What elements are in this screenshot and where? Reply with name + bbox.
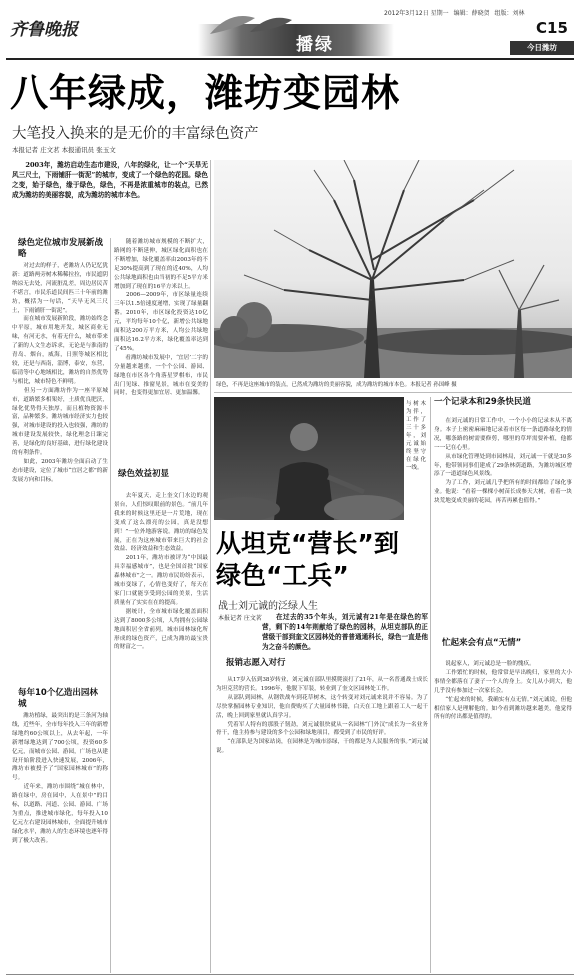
column-divider	[430, 397, 431, 973]
section-body-strategy: 对过去的样子，老潍坊人仍记忆犹新：道路两旁树木稀稀拉拉，市民遮阴纳凉无去处，河流脏乱差，周边居民苦不堪言，市民乐道民间匹三十年前的潍坊，概括为一句话，“天旱无风三尺土，下雨铺肝一街泥”。 而在城市发展新阶段，潍坊始终念中平原，城市用地开发，城区商业无味，有河无水，有着无什么，城市带来了新的人文生态诉求，无论是与淮南的青岛、烟台，威海，日照等城区相比较，还是与西南，淄博，泰安，东营，临清等中心地域相比，潍坊的自然优势与相比，城市特色不鲜明。 但另一方面潍坊作为一座平原城市，道路繁多相架好，土质优良肥沃，绿化优势得天独厚，而且植物资源丰富，品种繁多。潍坊城市经济实力也较强，对城市建设的投入也较强，潍坊的城市建设发展较快，绿化理念日臻完善，是绿化的良好基础，进行绿化建设的有利条件。 如此，2003年潍坊全面启动了生态市建设，定位了城市“宜居之都”的新发展方向和目标。	[12, 263, 108, 483]
issue-editor: 编辑：薛晓贺	[453, 10, 490, 17]
column-name: 播绿	[296, 35, 334, 55]
leaf-decoration-icon	[200, 6, 300, 36]
feature-headline: 从坦克“营长”到绿色“工兵”	[216, 529, 399, 590]
portrait-photo-caption: 与树木为伴，工作了三十多年，刘元诚始终坚守在绿化一线。	[406, 401, 426, 471]
section-body-busy: 说起家人，刘元诚总是一脸的愧疚。 工作繁忙的时候，他常常是早出晚归，家里的大小事情全都落在了妻子一个人的身上。女儿从小到大，他几乎没有参加过一次家长会。 “忙起来的时候，我确实有点无情。”刘元诚说，但他相信家人是理解他的。如今看到潍坊越来越美，他觉得所有的付出都是值得的。	[434, 661, 572, 721]
column2-body-bottom: 去年夏天，走上奎文门水边的观景台，人们惊叹眼前的景色。“前几年我来的时候这里还是一片荒地，现在变成了这么漂亮的公园，真是没想到！”一位外地游客说。潍坊的绿色发展，正在为这座城市带来巨大的社会效益、经济效益和生态效益。 2011年，潍坊市被评为“中国最具幸福感城市”，也是全国首批“国家森林城市”之一。潍坊市民纷纷表示，城市变绿了，心情也变好了，每天在家门口就能享受到公园的美景，生活质量有了实实在在的提高。 据统计，全市城市绿化覆盖面积达到了8000多公顷，人均拥有公园绿地面积居全省前列。城市园林绿化所形成的绿色资产，已成为潍坊最宝贵的财富之一。	[114, 493, 208, 651]
section-head-investment: 每年10个亿造出园林城	[18, 688, 98, 709]
person-portrait-icon	[214, 397, 404, 520]
section-head-strategy: 绿色定位城市发展新战略	[18, 238, 104, 259]
column-divider	[110, 238, 111, 973]
newspaper-logo: 齐鲁晚报	[10, 20, 78, 40]
column-divider	[210, 160, 211, 973]
feature-subtitle: 战士刘元诚的泛绿人生	[218, 601, 318, 612]
issue-date: 2012年3月12日 星期一	[384, 10, 449, 17]
main-photo-caption: 绿色，不再是这座城市的装点，已然成为潍坊的美丽容貌，成为潍坊的城市本色。本报记者 孙国峰 摄	[216, 382, 457, 388]
section-body-investment: 潍坊植绿，最突出的是三条河为轴线，近些年，全市每年投入三年的新增绿地约60公顷以上，从去年起，一年新增绿地达到了700公顷，投资60多亿元，而城市公园、游园，广场也从建设开始阶段进入快速发展，2006年，潍坊市被授予了“国家园林城市”的称号。 近年来，潍坊市围绕“城在林中，路在绿中，房在园中，人在景中”的目标，以道路、河道、公园、游园、广场为重点，推进城市绿化，每年投入10亿元左右建设园林城市，全面提升城市绿化水平，潍坊人的生态环境也逐年得到了极大改善。	[12, 713, 108, 844]
photo-rule	[214, 392, 572, 393]
issue-design: 组版：刘林	[494, 10, 525, 17]
page-bottom-rule	[6, 974, 574, 975]
tree-landscape-icon	[214, 160, 572, 378]
portrait-photo	[214, 397, 404, 520]
masthead-rule	[6, 58, 574, 60]
section-head-notebook: 一个记录本和29条快民道	[434, 397, 531, 407]
lead-paragraph: 2003年，潍坊启动生态市建设，八年的绿化，让一个“天旱无风三尺土，下雨铺肝一街泥”的城市，变成了一个绿色的花园。绿色之变，始于绿色，缘于绿色，绿色，不再是浓重城市的装点，已然成为潍坊的美丽容貌，成为潍坊的城市本色。	[12, 161, 208, 199]
section-tag: 今日潍坊	[510, 41, 574, 55]
issue-info	[384, 8, 525, 17]
section-head-benefit: 绿色效益初显	[118, 469, 170, 479]
feature-lead: 在过去的35个年头，刘元诚有21年是在绿色的军营，剩下的14年则献给了绿色的园林，从坦克部队的正营级干部到奎文区园林处的普普通通科长，绿色一直是他为之奋斗的颜色。	[262, 613, 428, 650]
headline-subtitle: 大笔投入换来的是无价的丰富绿色资产	[12, 126, 259, 142]
column2-body-top: 随着潍坊城市规模的不断扩大，路网的不断延伸，城区绿化面积也在不断增加，绿化覆盖率由2003年的不足30%提高到了现在的近40%，人均公共绿地面积也由当初的不足5平方米增加到了现在的16平方米以上。 2006—2009年，市区绿量连续三年以1.5倍速度递增，实现了绿量翻番。2010年，市区绿化投资达10亿元，平均每年10个亿，新增公共绿地面积达200万平方米，人均公共绿地面积达16.2平方米，绿化覆盖率达到了45%。 看潍坊城市发展中，‘宜居’二字的分量越来越重，一个个公园、游园、绿地在市区各个角落星罗棋布，市民出门见绿、推窗见景，城市在变美的同时，也变得更加宜居、更加温馨。	[114, 239, 208, 397]
feature-section-head: 报销志愿入对行	[226, 658, 286, 668]
section-body-notebook: 在刘元诚的日常工作中，一个小小的记录本从不离身。本子上密密麻麻地记录着市区每一条道路绿化的情况，哪条路的树需要修剪，哪里的草坪需要补植，他都一一记在心里。 从市绿化管理处到市园林局，刘元诚一干就是30多年，他带领同事们建成了29条林荫道路，为潍坊城区增添了一道道绿色风景线。 为了工作，刘元诚几乎把所有的时间都给了绿化事业。他说：“看着一棵棵小树苗长成参天大树，看着一块块荒地变成美丽的花园，再苦再累也值得。”	[434, 418, 572, 505]
feature-byline: 本报记者 庄文茗	[218, 615, 262, 622]
headline-byline: 本报记者 庄文茗 本报通讯员 张玉文	[12, 146, 116, 154]
section-head-busy: 忙起来会有点“无情”	[442, 638, 522, 648]
page-number: C15	[536, 19, 568, 37]
main-photo	[214, 160, 572, 378]
masthead	[0, 0, 580, 62]
main-headline: 八年绿成，潍坊变园林	[10, 71, 401, 115]
feature-body: 从17岁入伍到38岁转业，刘元诚在部队里摸爬滚打了21年，从一名普通战士成长为坦克营的营长。1996年，他脱下军装，转业到了奎文区园林处工作。 从部队到园林，从钢铁战车到花草树木，这个转变对刘元诚来说并不容易。为了尽快掌握园林专业知识，他自费购买了大量园林书籍，白天在工地上跟着工人一起干活，晚上回到家里就认真学习。 凭着军人特有的那股子韧劲，刘元诚很快就从一名园林“门外汉”成长为一名业务骨干，他主持参与建设的多个公园和绿地项目，都受到了市民的好评。 “在部队是为国家站岗，在园林是为城市添绿，干的都是为人民服务的事。”刘元诚说。	[216, 677, 428, 755]
